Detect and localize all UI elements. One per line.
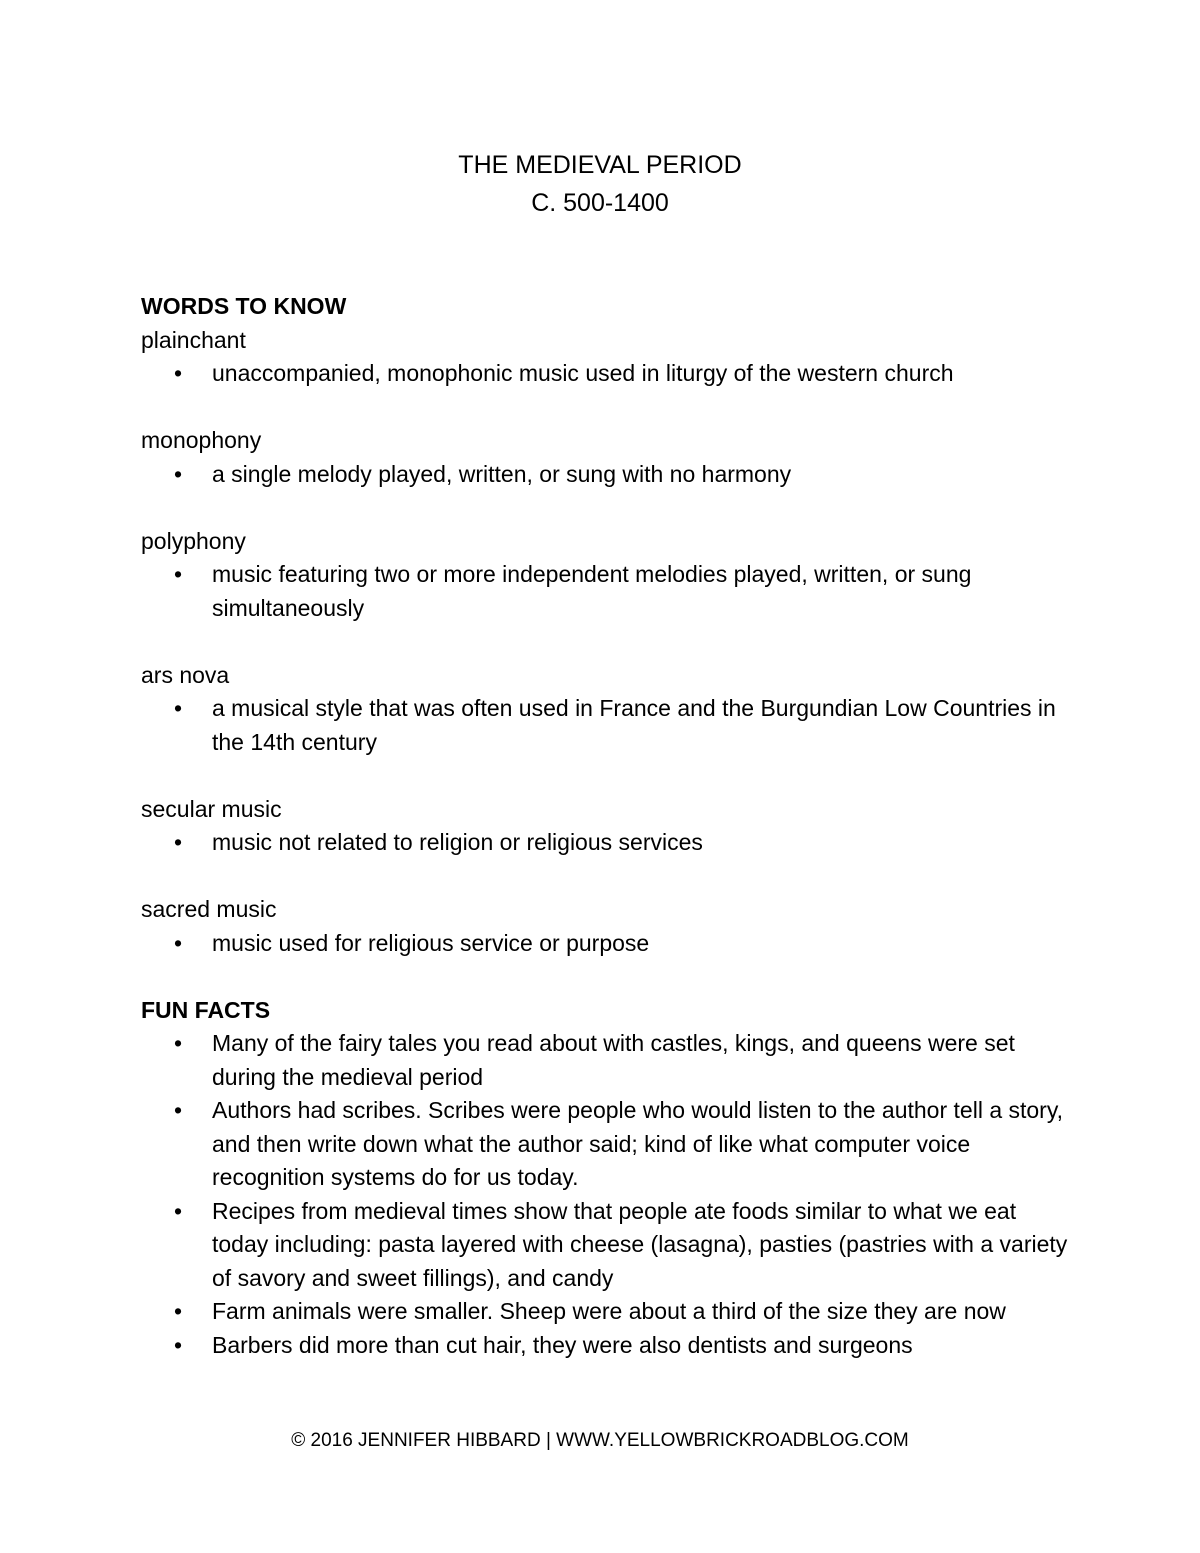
definition-list bbox=[141, 558, 1071, 625]
footer-copyright: © 2016 JENNIFER HIBBARD | WWW.YELLOWBRICKROADBLOG.COM bbox=[291, 1430, 909, 1451]
definition-list bbox=[141, 692, 1071, 759]
words-to-know-heading: WORDS TO KNOW bbox=[141, 293, 347, 319]
definition-list bbox=[141, 357, 1071, 391]
term-group bbox=[141, 893, 1071, 960]
term-group bbox=[141, 525, 1071, 626]
term-label: monophony bbox=[141, 427, 262, 453]
term-group bbox=[141, 659, 1071, 760]
definition-list bbox=[141, 458, 1071, 492]
fun-facts-list bbox=[141, 1027, 1071, 1362]
term-group bbox=[141, 424, 1071, 491]
definition-list bbox=[141, 927, 1071, 961]
definition-item: • unaccompanied, monophonic music used in liturgy of the western church bbox=[141, 357, 1071, 391]
fun-fact-item: • Many of the fairy tales you read about with castles, kings, and queens were set during the medieval period bbox=[141, 1027, 1071, 1094]
fun-fact-item: • Farm animals were smaller. Sheep were about a third of the size they are now bbox=[141, 1295, 1071, 1329]
document-content bbox=[141, 290, 1071, 1362]
definition-item: • music featuring two or more independent melodies played, written, or sung simultaneously bbox=[141, 558, 1071, 625]
term-label: sacred music bbox=[141, 896, 277, 922]
fun-fact-item: • Barbers did more than cut hair, they were also dentists and surgeons bbox=[141, 1329, 1071, 1363]
term-group bbox=[141, 793, 1071, 860]
term-label: secular music bbox=[141, 795, 282, 822]
definition-list bbox=[141, 826, 1071, 860]
fun-fact-item: • Recipes from medieval times show that people ate foods similar to what we eat today including: pasta layered with cheese (lasagna), pasties (pastries with a variety of savory and sweet fillings), and candy bbox=[141, 1195, 1071, 1296]
term-label: ars nova bbox=[141, 661, 230, 688]
term-label: polyphony bbox=[141, 527, 246, 554]
definition-item: • a single melody played, written, or sung with no harmony bbox=[141, 458, 1071, 492]
term-group bbox=[141, 324, 1071, 391]
page-subtitle: C. 500-1400 bbox=[531, 189, 669, 217]
title-block bbox=[0, 146, 1200, 222]
definition-item: • music not related to religion or religious services bbox=[141, 826, 1071, 860]
definition-item: • a musical style that was often used in France and the Burgundian Low Countries in the 14th century bbox=[141, 692, 1071, 759]
definition-item: • music used for religious service or purpose bbox=[141, 927, 1071, 961]
fun-facts-heading: FUN FACTS bbox=[141, 996, 271, 1023]
fun-fact-item: • Authors had scribes. Scribes were people who would listen to the author tell a story, and then write down what the author said; kind of like what computer voice recognition systems do for us today. bbox=[141, 1094, 1071, 1195]
term-label: plainchant bbox=[141, 326, 246, 353]
page-title: THE MEDIEVAL PERIOD bbox=[458, 151, 742, 179]
